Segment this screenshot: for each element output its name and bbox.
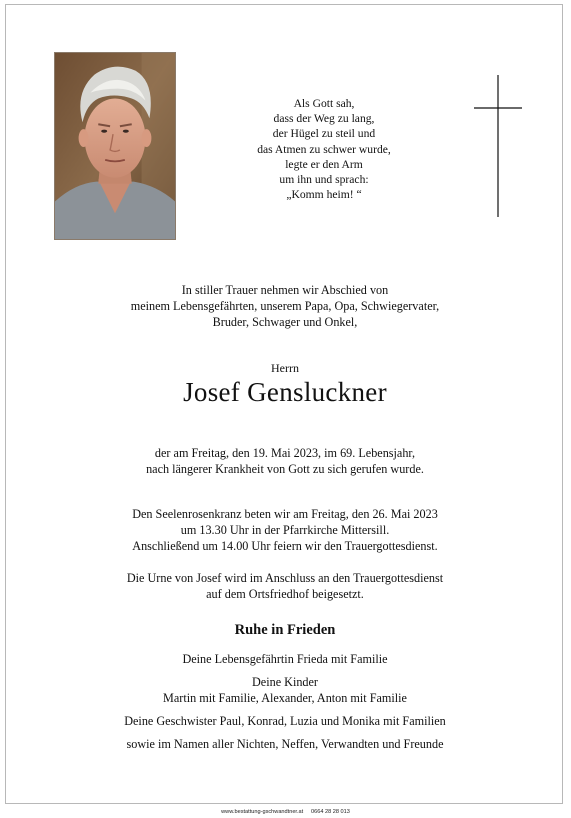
latin-cross-icon [474,75,522,217]
death-notice-line: nach längerer Krankheit von Gott zu sich gerufen wurde. [146,462,424,476]
mourner-partner: Deine Lebensgefährtin Frieda mit Familie [182,652,388,666]
mourners-list [10,651,560,752]
salutation: Herrn [271,361,299,375]
urn-notice-line: auf dem Ortsfriedhof beigesetzt. [206,587,364,601]
closing-phrase: Ruhe in Frieden [234,622,336,638]
poem-line: Als Gott sah, [293,97,355,110]
urn-notice [10,570,560,602]
death-notice-line: der am Freitag, den 19. Mai 2023, im 69. Lebensjahr, [154,446,416,460]
poem-line: das Atmen zu schwer wurde, [257,142,391,156]
poem-line: „Komm heim! “ [286,188,362,202]
intro-line: Bruder, Schwager und Onkel, [212,315,358,329]
urn-notice-line: Die Urne von Josef wird im Anschluss an den Trauergottesdienst [126,571,444,585]
poem [226,96,422,202]
intro-line: In stiller Trauer nehmen wir Abschied von [181,283,389,297]
rosary-notice-line: Anschließend um 14.00 Uhr feiern wir den Trauergottesdienst. [132,539,438,553]
intro-line: meinem Lebensgefährten, unserem Papa, Opa, Schwiegervater, [130,299,440,313]
poem-line: um ihn und sprach: [279,173,369,187]
footer-website[interactable]: www.bestattung-gschwandtner.at [221,809,304,815]
mourner-relatives: sowie im Namen aller Nichten, Neffen, Verwandten und Freunde [126,737,444,751]
portrait-photo [54,52,176,240]
footer [0,809,571,816]
rosary-notice-line: Den Seelenrosenkranz beten wir am Freitag, den 26. Mai 2023 [132,507,438,521]
poem-line: der Hügel zu steil und [272,127,376,141]
death-notice [10,445,560,477]
mourner-children: Martin mit Familie, Alexander, Anton mit Familie [163,691,407,705]
rosary-notice-line: um 13.30 Uhr in der Pfarrkirche Mittersill. [180,523,390,537]
mourner-children-heading: Deine Kinder [252,675,318,689]
rosary-notice [10,506,560,554]
poem-line: legte er den Arm [285,157,363,171]
poem-line: dass der Weg zu lang, [273,112,375,126]
deceased-name: Josef Gensluckner [183,377,387,407]
intro-text [10,282,560,330]
mourner-siblings: Deine Geschwister Paul, Konrad, Luzia und Monika mit Familien [124,714,446,728]
portrait-image [55,53,175,239]
footer-phone: 0664 28 28 013 [311,809,350,815]
